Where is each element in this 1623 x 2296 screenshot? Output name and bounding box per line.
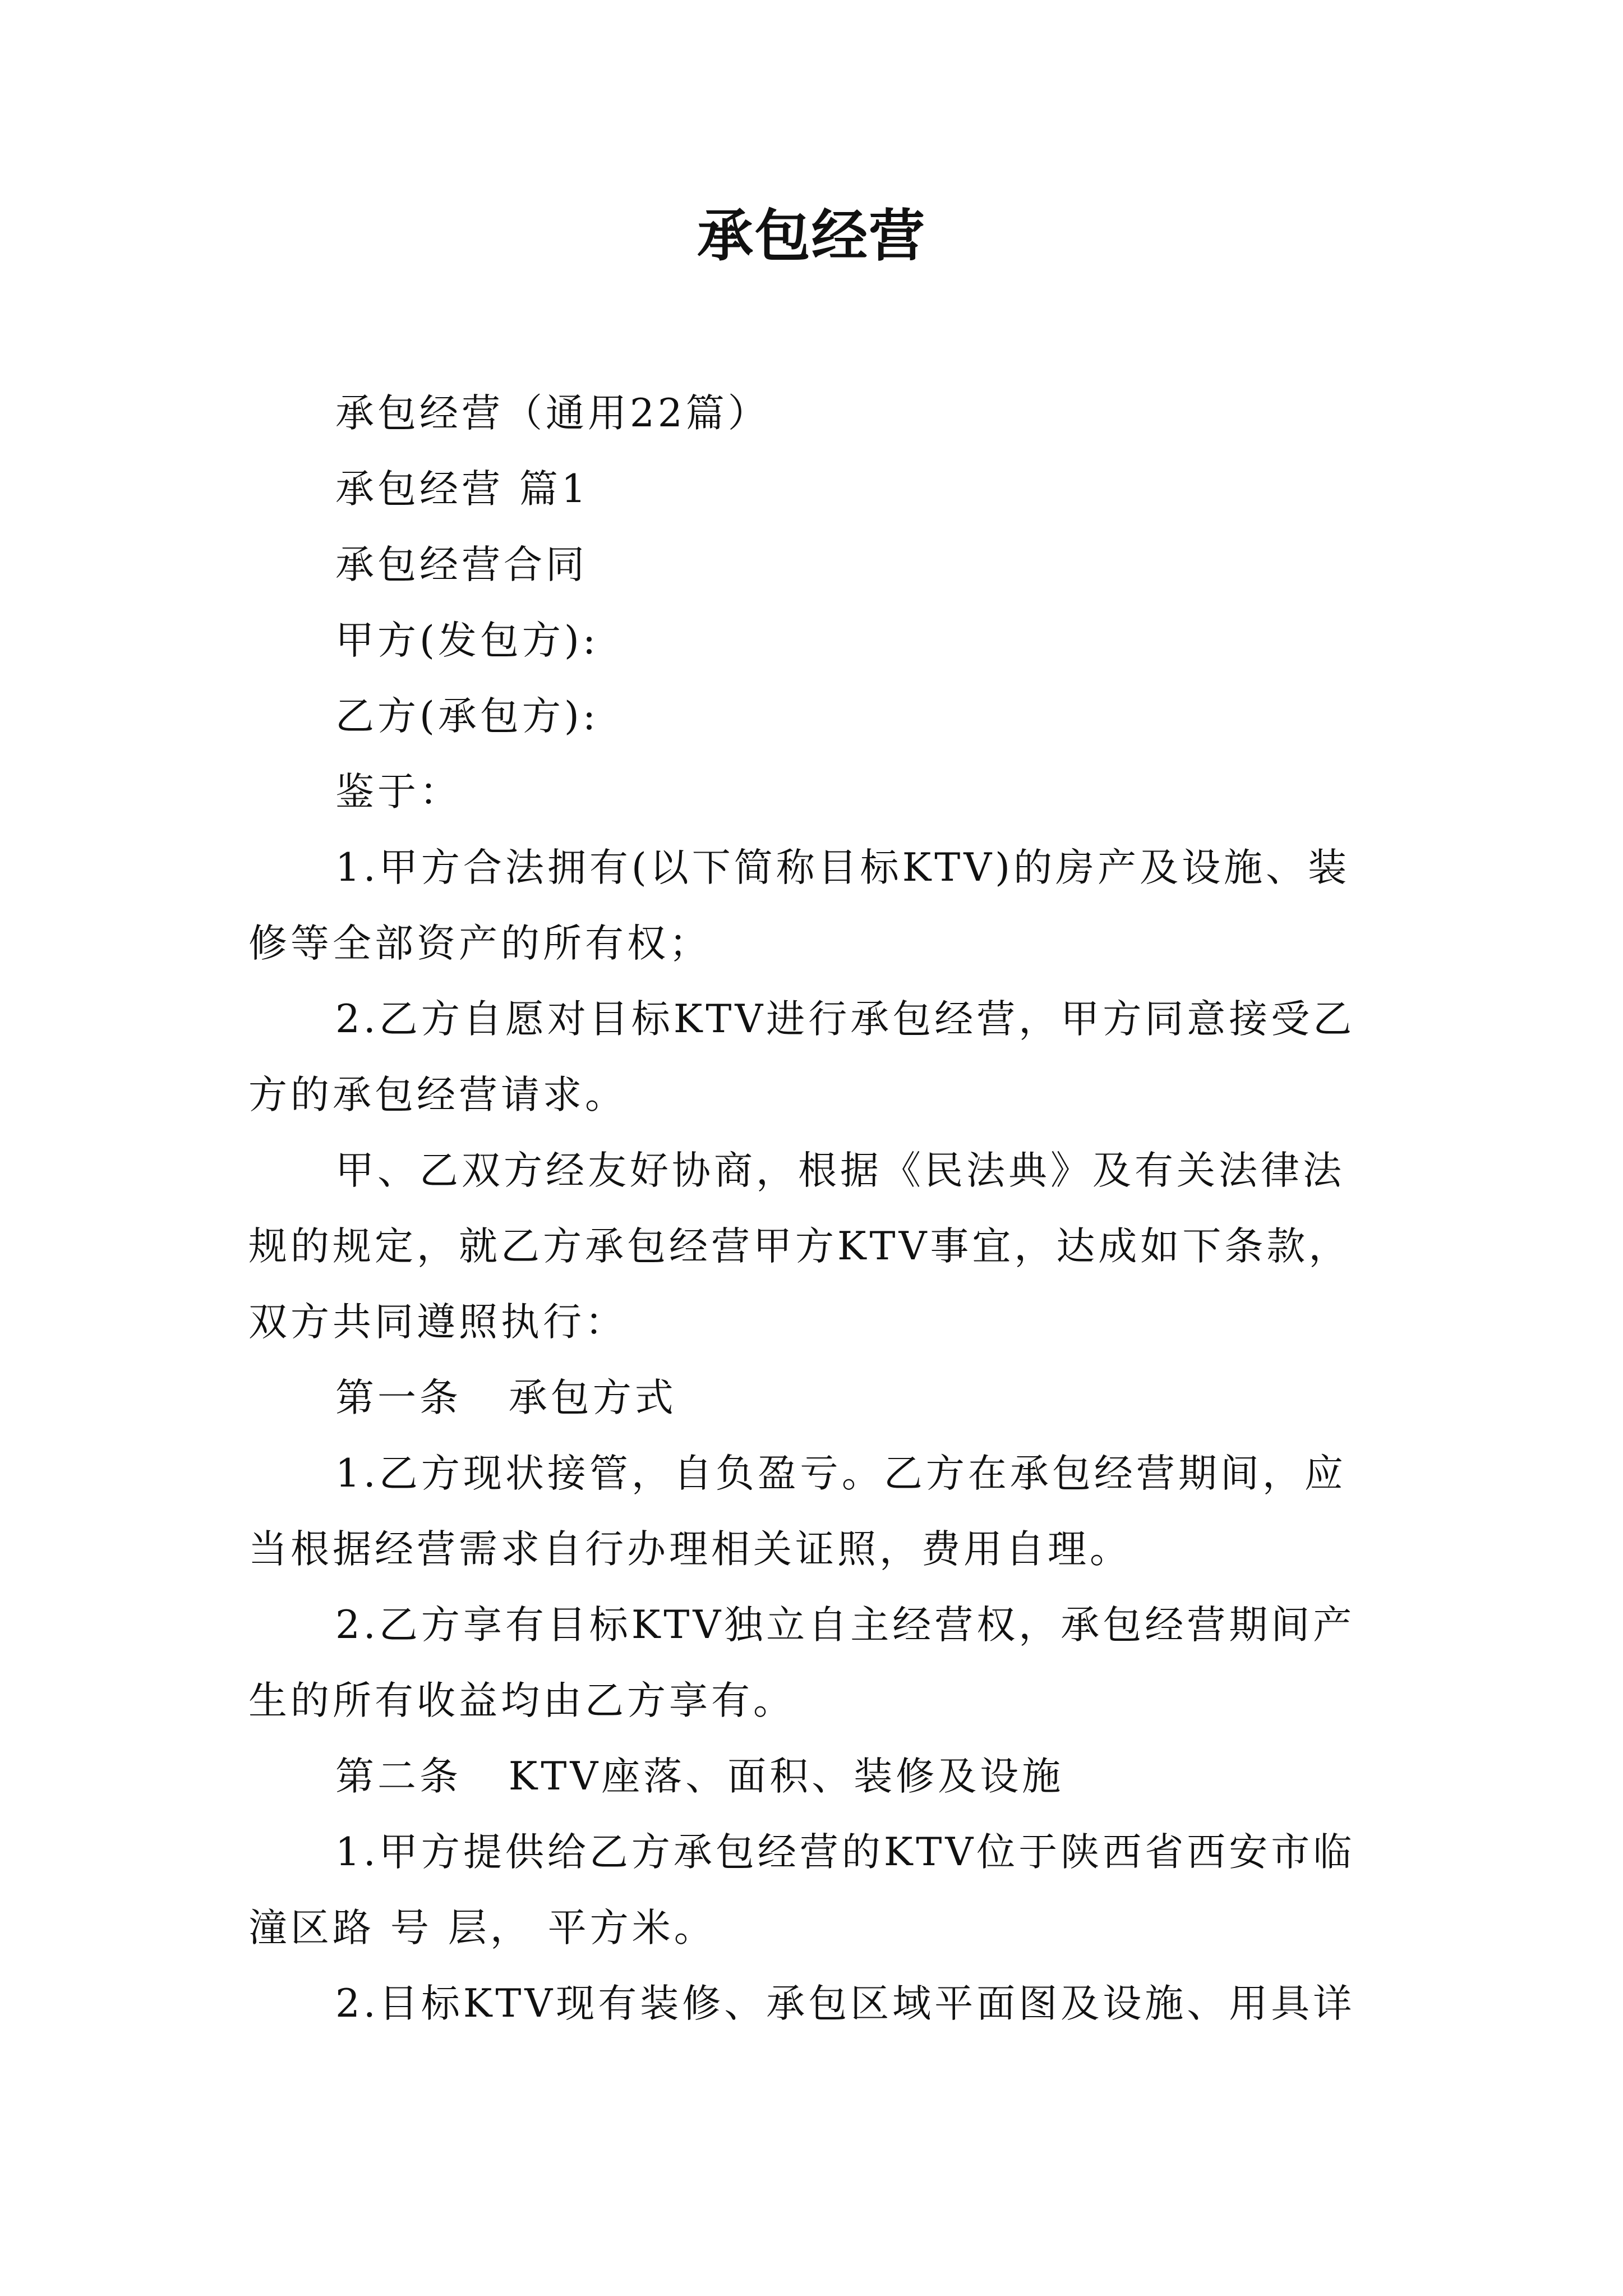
paragraph: 2.乙方享有目标KTV独立自主经营权，承包经营期间产生的所有收益均由乙方享有。 [248,1603,1355,1723]
whereas-line: 鉴于： [335,770,462,815]
paragraph: 甲、乙双方经友好协商，根据《民法典》及有关法律法规的规定，就乙方承包经营甲方KTV事宜，达成如下条款，双方共同遵照执行： [248,1148,1351,1345]
paragraph: 2.目标KTV现有装修、承包区域平面图及设施、用具详 [335,1981,1355,2026]
party-b-line: 乙方(承包方): [335,694,600,739]
party-a-line: 甲方(发包方): [335,618,600,663]
paragraph: 1.乙方现状接管，自负盈亏。乙方在承包经营期间，应当根据经营需求自行办理相关证照，费用自理。 [248,1451,1347,1572]
paragraph: 1.甲方提供给乙方承包经营的KTV位于陕西省西安市临潼区路 号 层， 平方米。 [248,1830,1355,1950]
contract-title: 承包经营合同 [335,542,588,587]
document-body [248,376,1376,2042]
article-heading: 第一条 承包方式 [335,1375,677,1420]
paragraph: 1.甲方合法拥有(以下简称目标KTV)的房产及设施、装修等全部资产的所有权； [248,845,1350,966]
document-title: 承包经营 [697,203,926,269]
section-heading: 承包经营 篇1 [335,467,589,512]
article-heading: 第二条 KTV座落、面积、装修及设施 [335,1754,1064,1799]
paragraph: 2.乙方自愿对目标KTV进行承包经营，甲方同意接受乙方的承包经营请求。 [248,997,1355,1117]
subtitle-line: 承包经营（通用22篇） [335,391,770,436]
